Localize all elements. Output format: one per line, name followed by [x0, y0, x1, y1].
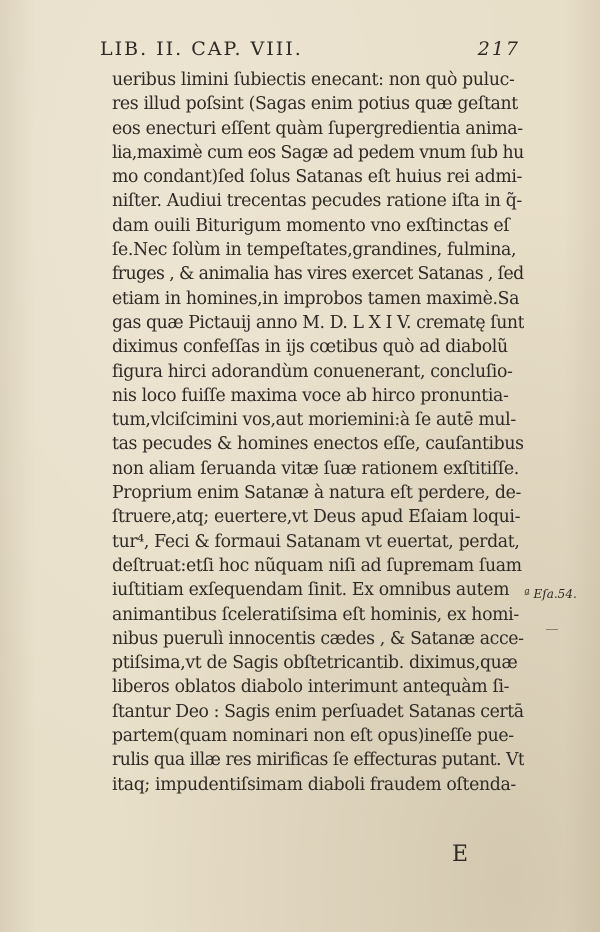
text-line: ueribus limini ſubiectis enecant: non quò puluc-: [112, 70, 515, 90]
text-line: diximus confeſſas in ijs cœtibus quò ad diabolũ: [112, 337, 508, 358]
text-line: figura hirci adorandùm conuenerant, concluſio-: [112, 361, 513, 382]
text-line: etiam in homines,in improbos tamen maximè.Sa: [112, 288, 520, 309]
text-line: Proprium enim Satanæ à natura eſt perdere, de-: [112, 483, 521, 504]
text-line: animantibus ſceleratiſsima eſt hominis, ex homi-: [112, 604, 519, 625]
text-line: liberos oblatos diabolo interimunt antequàm ſi-: [112, 677, 510, 698]
text-line: deſtruat:etſi hoc nũquam niſi ad ſupremam ſuam: [112, 555, 522, 576]
text-line: tas pecudes & homines enectos eſſe, cauſantibus: [112, 434, 524, 455]
text-line: ſtruere,atq; euertere,vt Deus apud Eſaiam loqui-: [112, 507, 521, 528]
text-line: gas quæ Pictauij anno M. D. L X I V. crematę ſunt: [112, 312, 524, 333]
text-line: itaq; impudentiſsimam diaboli fraudem oſtenda-: [112, 774, 516, 795]
text-line: tur⁴, Feci & formaui Satanam vt euertat, perdat,: [112, 531, 520, 552]
text-line: nibus puerulì innocentis cædes , & Satanæ acce-: [112, 628, 524, 649]
signature-mark: E: [452, 842, 469, 867]
page-number: 217: [477, 38, 520, 60]
text-line: ſtantur Deo : Sagis enim perſuadet Satanas certā: [112, 701, 524, 722]
text-line: rulis qua illæ res mirificas ſe effecturas putant. Vt: [112, 750, 524, 771]
text-line: non aliam ſeruanda vitæ ſuæ rationem exſtitiſſe.: [112, 458, 519, 479]
text-line: dam ouili Biturigum momento vno exſtinctas eſ: [112, 215, 510, 236]
running-head: LIB. II. CAP. VIII.: [100, 38, 303, 60]
text-line: iuſtitiam exſequendam ſinit. Ex omnibus autem: [112, 580, 510, 601]
text-line: mo condant)ſed ſolus Satanas eſt huius rei admi-: [112, 167, 523, 188]
text-line: fruges , & animalia has vires exercet Satanas , ſed: [112, 264, 524, 285]
text-line: tum,vlciſcimini vos,aut moriemini:à ſe autē mul-: [112, 410, 516, 431]
margin-note: ª Eſa.54.: [524, 587, 577, 601]
text-line: eos enecturi eſſent quàm ſupergredientia anima-: [112, 118, 523, 139]
text-line: niſter. Audiui trecentas pecudes ratione iſta in q̃-: [112, 191, 522, 212]
body-text: [112, 68, 524, 797]
margin-dash: [546, 629, 558, 630]
text-line: res illud poſsint (Sagas enim potius quæ geſtant: [112, 94, 518, 115]
text-line: nis loco fuiſſe maxima voce ab hirco pronuntia-: [112, 385, 509, 406]
text-line: ſe.Nec ſolùm in tempeſtates,grandines, fulmina,: [112, 240, 517, 261]
text-line: ptiſsima,vt de Sagis obſtetricantib. diximus,quæ: [112, 653, 518, 674]
text-line: lia,maximè cum eos Sagæ ad pedem vnum ſub hu: [112, 142, 524, 163]
page-header: [100, 38, 520, 68]
text-line: partem(quam nominari non eſt opus)ineſſe pue-: [112, 726, 514, 747]
